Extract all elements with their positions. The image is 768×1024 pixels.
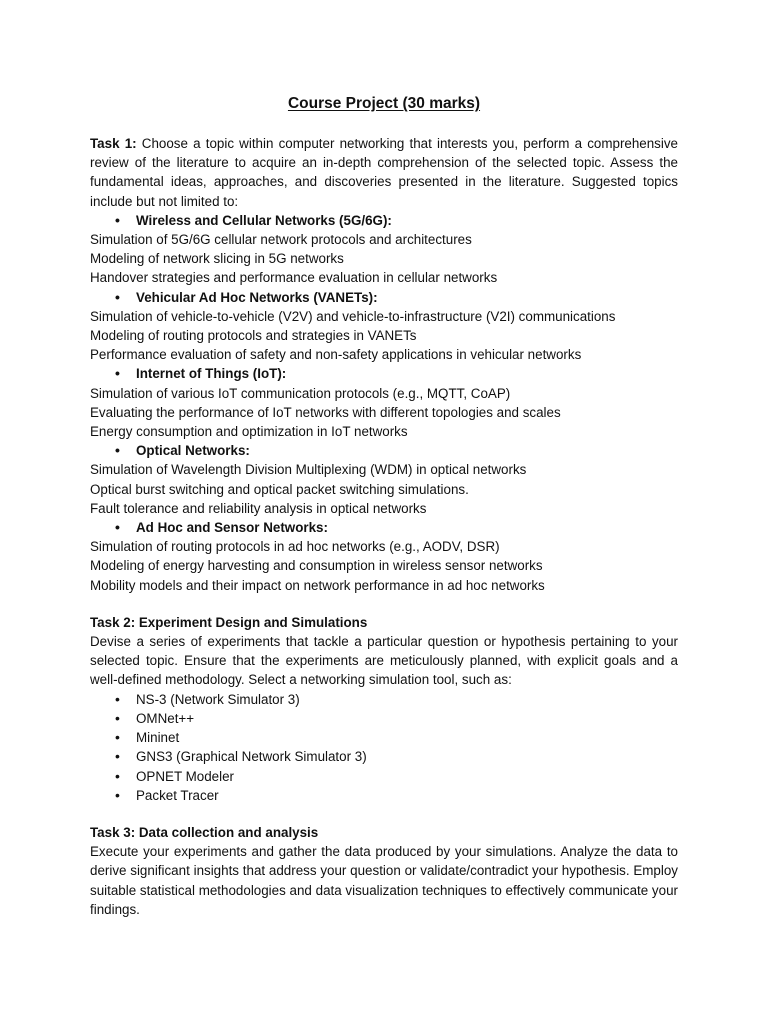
topic-item: Fault tolerance and reliability analysis in optical networks — [90, 500, 427, 516]
topic-item: Modeling of routing protocols and strategies in VANETs — [90, 328, 417, 344]
tool-item: • Mininet — [90, 728, 678, 747]
topic-heading: • Vehicular Ad Hoc Networks (VANETs): — [90, 288, 678, 307]
topic-item: Mobility models and their impact on network performance in ad hoc networks — [90, 577, 545, 593]
topic-item: Simulation of 5G/6G cellular network protocols and architectures — [90, 232, 472, 248]
page-title: Course Project (30 marks) — [287, 95, 481, 112]
task2-body: Devise a series of experiments that tackle a particular question or hypothesis pertaining to your selected topic. Ensure that the experiments are meticulously planned, with explicit goals and a well-defined methodology. Select a networking simulation tool, such as: — [90, 634, 678, 688]
topic-item: Optical burst switching and optical packet switching simulations. — [90, 481, 469, 497]
section-spacer — [90, 595, 678, 613]
task2-tool-list — [90, 690, 678, 805]
tool-item: • GNS3 (Graphical Network Simulator 3) — [90, 747, 678, 766]
topic-item: Simulation of routing protocols in ad hoc networks (e.g., AODV, DSR) — [90, 539, 500, 555]
topic-heading: • Optical Networks: — [90, 441, 678, 460]
tool-item: • OPNET Modeler — [90, 767, 678, 786]
topic-item: Modeling of network slicing in 5G networks — [90, 251, 344, 267]
task3-heading: Task 3: Data collection and analysis — [90, 824, 319, 840]
task3-body: Execute your experiments and gather the data produced by your simulations. Analyze the data to derive significant insights that address your question or validate/contradict your hypothesis. Employ suitable statistical methodologies and data visualization techniques to effectively communicate your findings. — [90, 844, 678, 917]
tool-item: • NS-3 (Network Simulator 3) — [90, 690, 678, 709]
task1-intro-text: Choose a topic within computer networking that interests you, perform a comprehensive review of the literature to acquire an in-depth comprehension of the selected topic. Assess the fundamental ideas, approaches, and discoveries presented in the literature. Suggested topics include but not limited to: — [90, 136, 678, 209]
topic-heading: • Wireless and Cellular Networks (5G/6G): — [90, 211, 678, 230]
topic-item: Energy consumption and optimization in IoT networks — [90, 424, 408, 440]
tool-item: • OMNet++ — [90, 709, 678, 728]
task1-topic-optical — [90, 441, 678, 460]
task1-intro-paragraph — [90, 134, 678, 211]
topic-item: Simulation of various IoT communication protocols (e.g., MQTT, CoAP) — [90, 385, 511, 401]
task2-heading: Task 2: Experiment Design and Simulations — [90, 614, 368, 630]
topic-item: Handover strategies and performance evaluation in cellular networks — [90, 270, 498, 286]
topic-item: Modeling of energy harvesting and consumption in wireless sensor networks — [90, 558, 543, 574]
document-body — [90, 94, 678, 919]
task1-topic-iot — [90, 364, 678, 383]
topic-heading: • Ad Hoc and Sensor Networks: — [90, 518, 678, 537]
task1-topic-adhoc — [90, 518, 678, 537]
topic-item: Simulation of Wavelength Division Multiplexing (WDM) in optical networks — [90, 462, 527, 478]
task1-label: Task 1: — [90, 136, 137, 151]
topic-item: Evaluating the performance of IoT networks with different topologies and scales — [90, 404, 561, 420]
tool-item: • Packet Tracer — [90, 786, 678, 805]
section-spacer — [90, 805, 678, 823]
topic-item: Performance evaluation of safety and non-safety applications in vehicular networks — [90, 347, 582, 363]
task1-topic-wireless — [90, 211, 678, 230]
task1-topic-vanets — [90, 288, 678, 307]
topic-heading: • Internet of Things (IoT): — [90, 364, 678, 383]
topic-item: Simulation of vehicle-to-vehicle (V2V) and vehicle-to-infrastructure (V2I) communications — [90, 308, 616, 324]
